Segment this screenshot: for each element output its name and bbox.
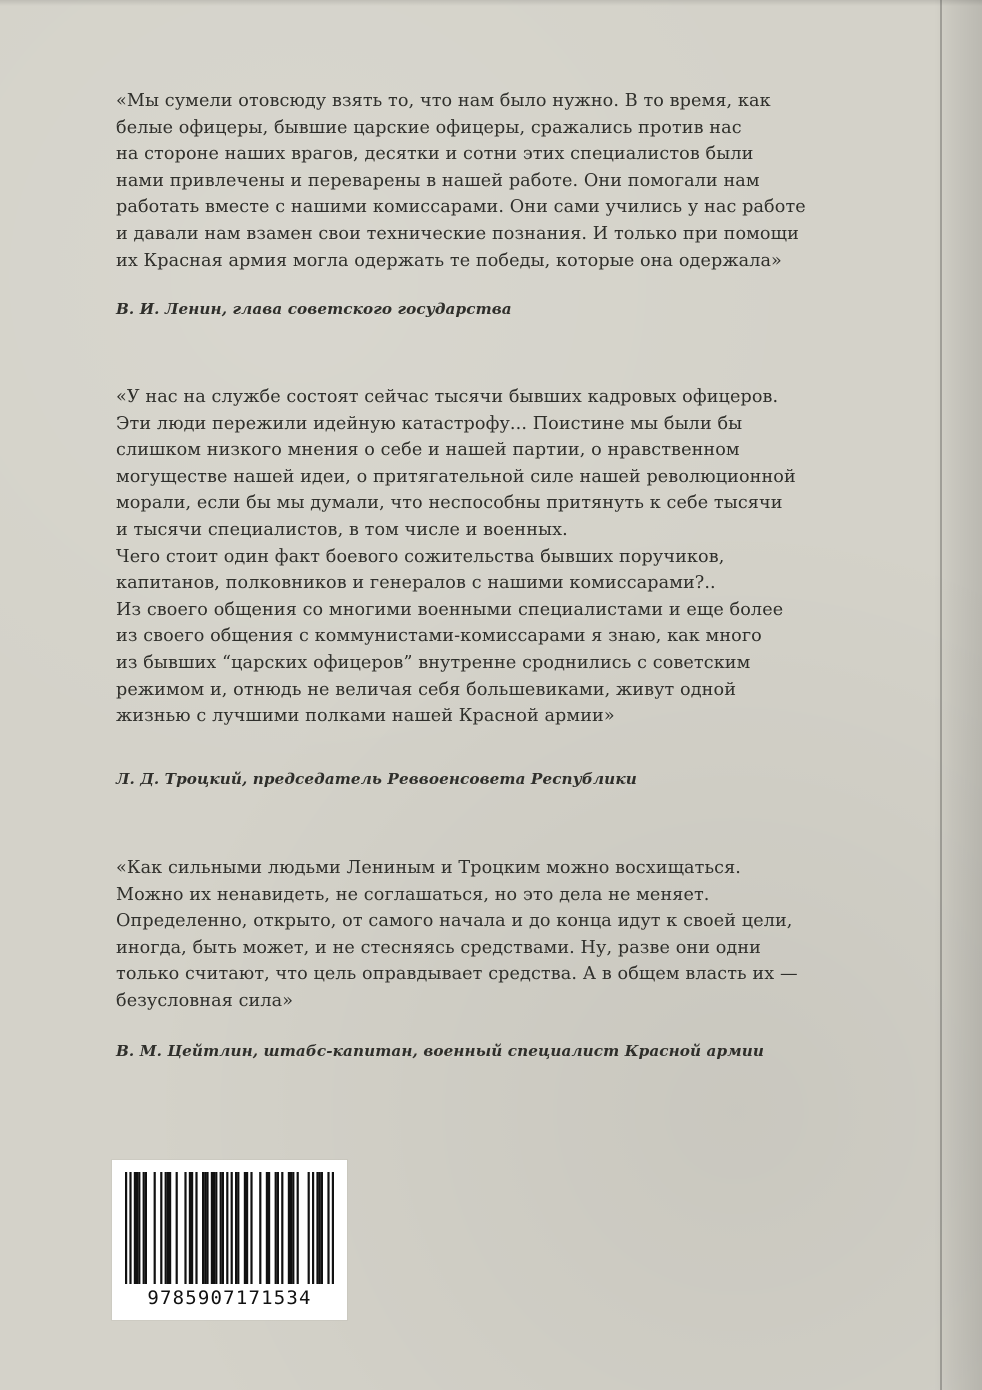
barcode-bar <box>129 1172 131 1288</box>
barcode-bar <box>312 1172 314 1284</box>
barcode-bar <box>167 1172 169 1284</box>
barcode-bar <box>321 1172 323 1284</box>
barcode-bar <box>259 1172 261 1284</box>
barcode-bar <box>308 1172 310 1284</box>
barcode-bar <box>288 1172 290 1284</box>
barcode-bar <box>211 1172 213 1284</box>
barcode-bar <box>316 1172 318 1284</box>
barcode-bar <box>222 1172 224 1284</box>
barcode-bar <box>250 1172 252 1284</box>
quote-block-lenin <box>116 88 836 274</box>
quote-text: «Мы сумели отовсюду взять то, что нам было нужно. В то время, как белые офицеры, бывшие царские офицеры, сражались против нас на стороне наших врагов, десятки и сотни этих специалистов были нами привлечены и переварены в нашей работе. Они помогали нам работать вместе с нашими комиссарами. Они сами учились у нас работе и давали нам взамен свои технические познания. И только при помощи их Красная армия могла одержать те победы, которые она одержала» <box>116 91 806 271</box>
isbn-number: 9785907171534 <box>112 1284 347 1312</box>
quote-attribution: В. И. Ленин, глава советского государства <box>116 300 512 318</box>
barcode-bar <box>231 1172 233 1288</box>
barcode-bar <box>169 1172 171 1284</box>
barcode-bar <box>327 1172 329 1288</box>
barcode-bar <box>319 1172 321 1284</box>
barcode-bar <box>244 1172 246 1284</box>
barcode-bar <box>143 1172 145 1284</box>
barcode-bar <box>220 1172 222 1284</box>
quote-attribution: В. М. Цейтлин, штабс-капитан, военный специалист Красной армии <box>116 1042 765 1060</box>
barcode-bar <box>275 1172 277 1284</box>
quote-block-trotsky <box>116 384 836 730</box>
barcode-bar <box>154 1172 156 1284</box>
barcode-bar <box>226 1172 228 1288</box>
barcode-bar <box>125 1172 127 1288</box>
barcode-bar <box>215 1172 217 1284</box>
barcode-bar <box>277 1172 279 1284</box>
barcode-bar <box>266 1172 268 1284</box>
barcode-bar <box>246 1172 248 1284</box>
barcode-bar <box>237 1172 239 1284</box>
barcode-bar <box>134 1172 136 1284</box>
barcode-bar <box>204 1172 206 1284</box>
barcode-bar <box>184 1172 186 1284</box>
barcode-bar <box>290 1172 292 1284</box>
barcode-bar <box>176 1172 178 1284</box>
barcode-bar <box>191 1172 193 1284</box>
cover-top-edge <box>0 0 982 6</box>
quote-block-tseitlin <box>116 855 836 1015</box>
barcode-bar <box>189 1172 191 1284</box>
quote-text: «Как сильными людьми Лениным и Троцким можно восхищаться. Можно их ненавидеть, не соглашаться, но это дела не меняет. Определенно, открыто, от самого начала и до конца идут к своей цели, иногда, быть может, и не стесняясь средствами. Ну, разве они одни только считают, что цель оправдывает средства. А в общем власть их — безусловная сила» <box>116 858 798 1011</box>
barcode-bars <box>112 1160 347 1288</box>
barcode-bar <box>165 1172 167 1284</box>
barcode-bar <box>268 1172 270 1284</box>
barcode-bar <box>202 1172 204 1284</box>
barcode-bar <box>136 1172 138 1284</box>
quote-text: «У нас на службе состоят сейчас тысячи бывших кадровых офицеров. Эти люди пережили идейную катастрофу... Поистине мы были бы слишком низкого мнения о себе и нашей партии, о нравственном могуществе нашей идеи, о притягательной силе нашей революционной морали, если бы мы думали, что неспособны притянуть к себе тысячи и тысячи специалистов, в том числе и военных. Чего стоит один факт боевого сожительства бывших поручиков, капитанов, полковников и генералов с нашими комиссарами?.. Из своего общения со многими военными специалистами и еще более из своего общения с коммунистами-комиссарами я знаю, как много из бывших “царских офицеров” внутренне сроднились с советским режимом и, отнюдь не величая себя большевиками, живут одной жизнью с лучшими полками нашей Красной армии» <box>116 387 796 727</box>
barcode-bar <box>292 1172 294 1284</box>
barcode-bar <box>332 1172 334 1288</box>
isbn-barcode <box>112 1160 347 1320</box>
quote-attribution: Л. Д. Троцкий, председатель Реввоенсовета Республики <box>116 770 637 788</box>
barcode-bar <box>160 1172 162 1284</box>
barcode-bar <box>281 1172 283 1284</box>
barcode-bar <box>206 1172 208 1284</box>
barcode-bar <box>138 1172 140 1284</box>
barcode-bar <box>195 1172 197 1284</box>
barcode-bar <box>213 1172 215 1284</box>
barcode-bar <box>235 1172 237 1284</box>
barcode-bar <box>145 1172 147 1284</box>
spine-hinge-line <box>940 0 942 1390</box>
barcode-bar <box>297 1172 299 1284</box>
